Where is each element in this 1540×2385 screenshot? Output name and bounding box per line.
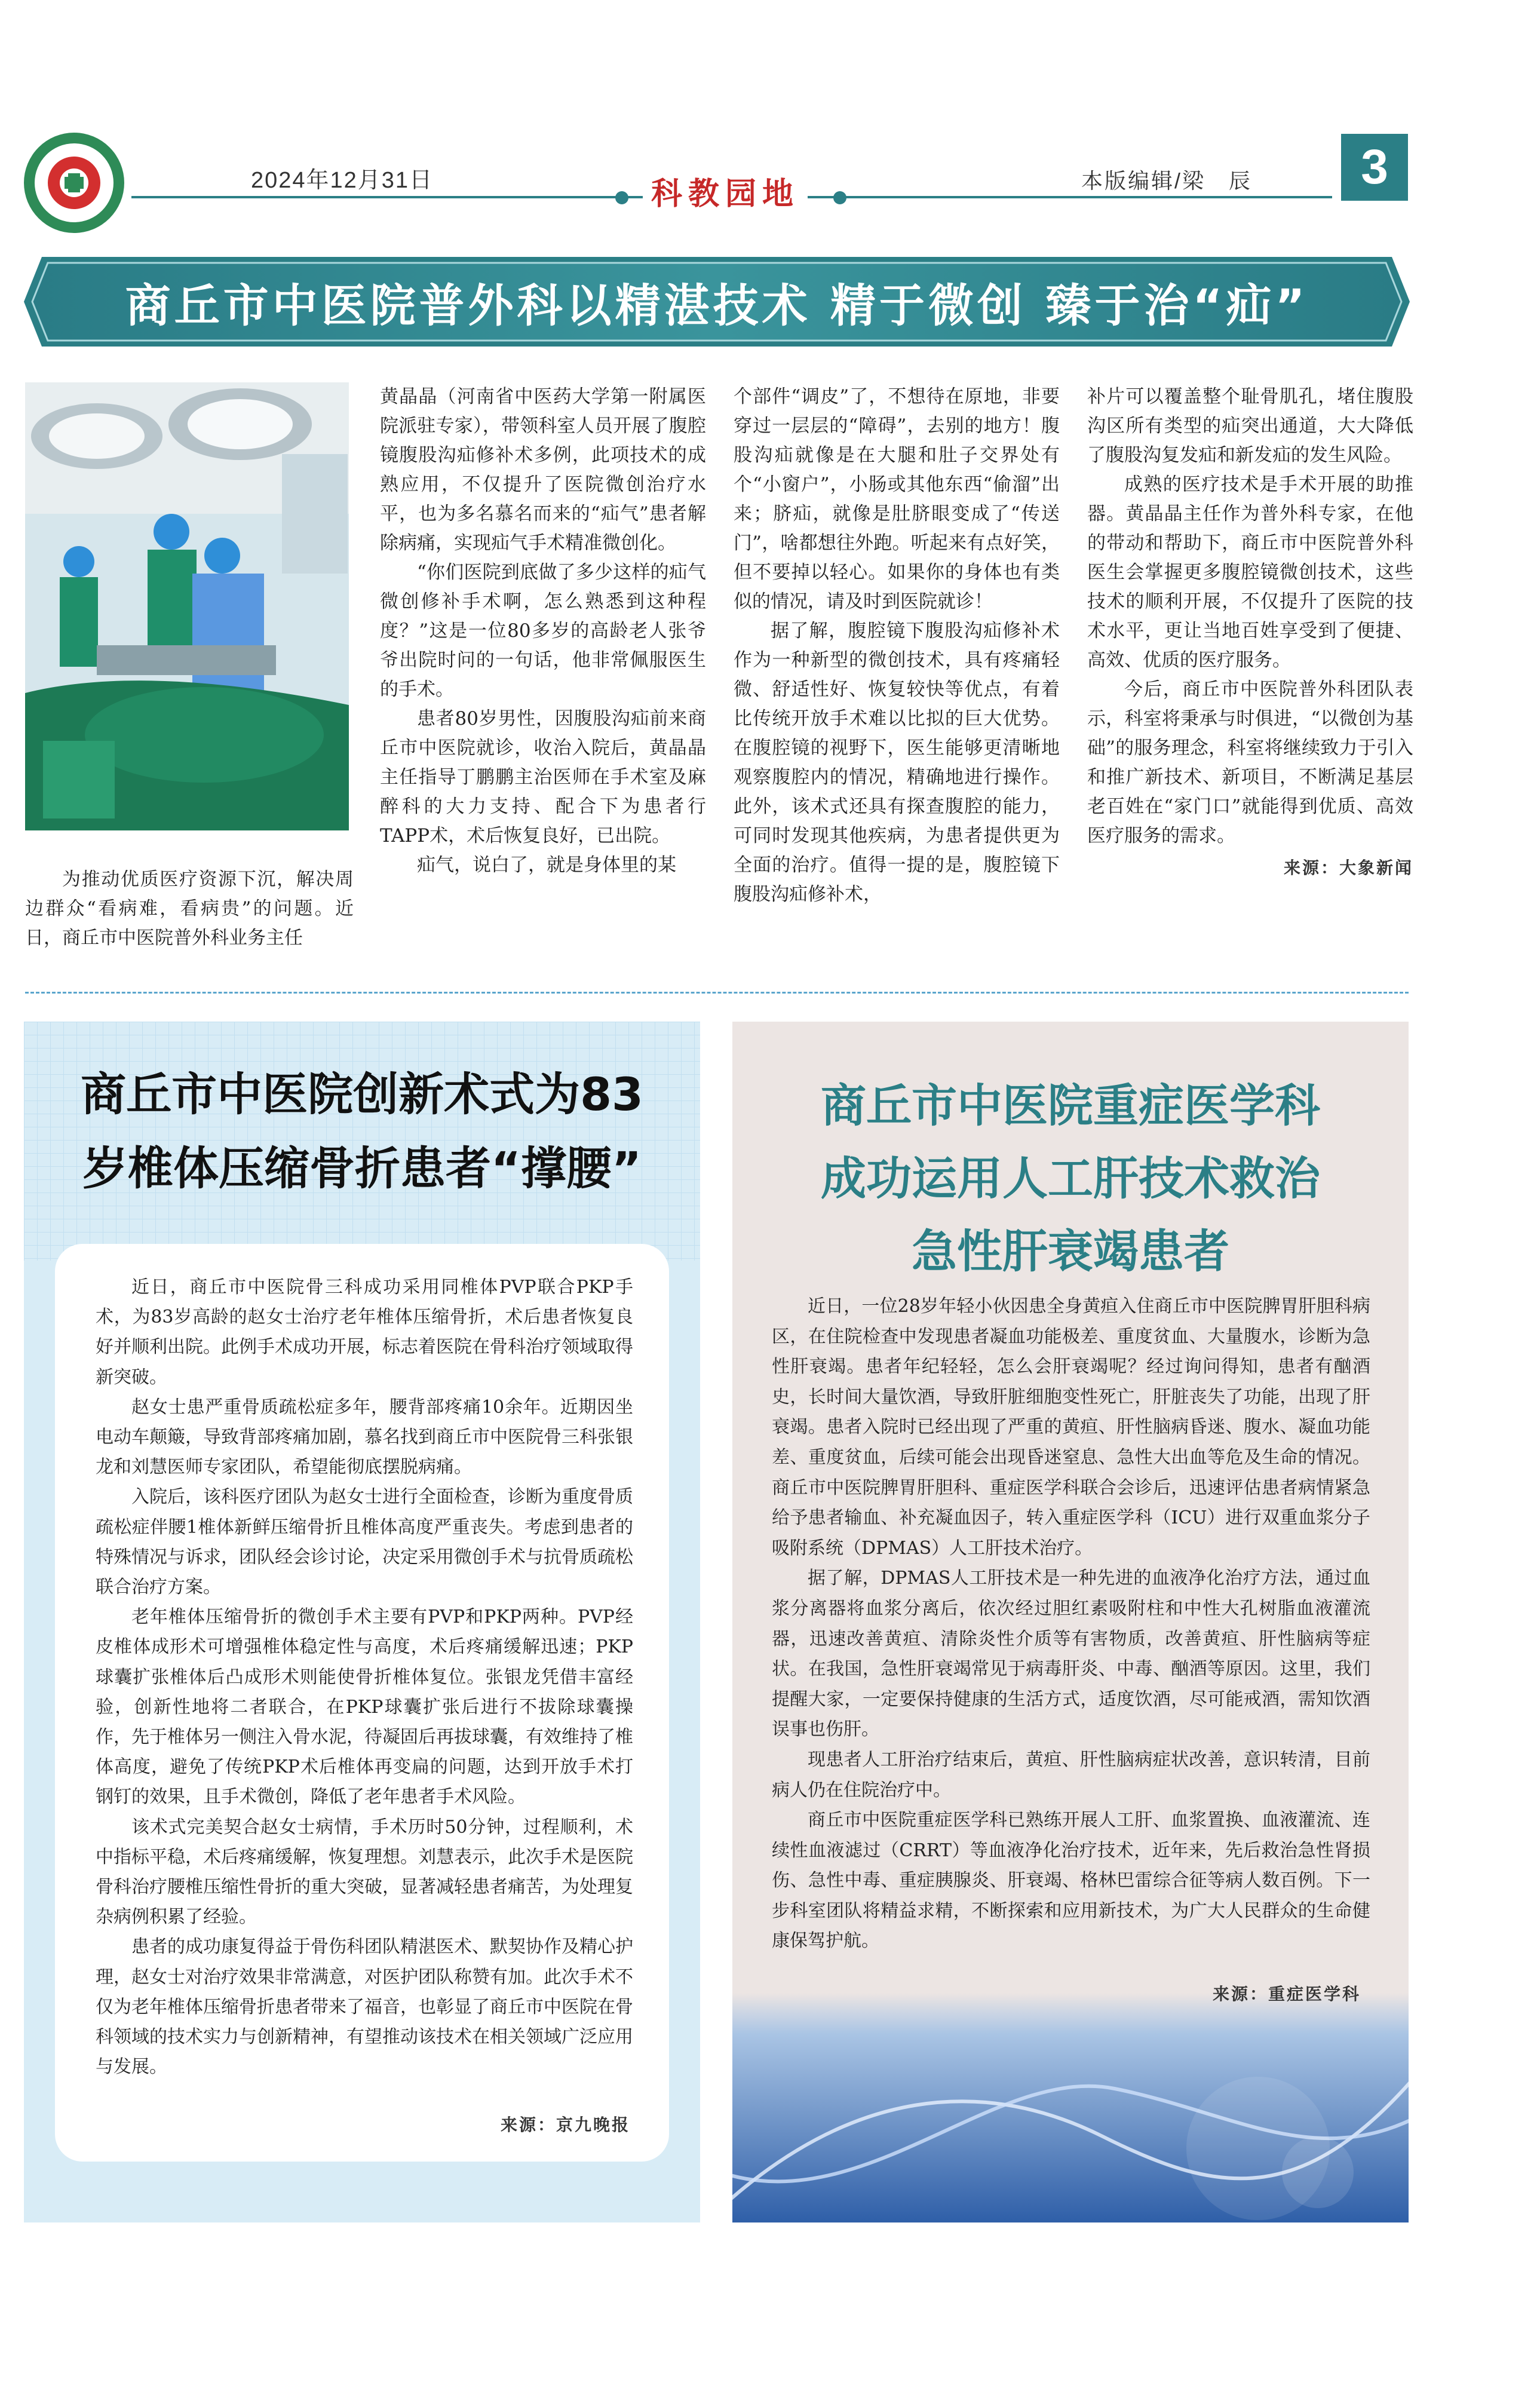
article-paragraph: 据了解，DPMAS人工肝技术是一种先进的血液净化治疗方法，通过血浆分离器将血浆分离后，依次经过胆红素吸附柱和中性大孔树脂血液灌流器，迅速改善黄疸、清除炎性介质等有害物质，改善黄疸、肝性脑病等症状。在我国，急性肝衰竭常见于病毒肝炎、中毒、酗酒等原因。这里，我们提醒大家，一定要保持健康的生活方式，适度饮酒，尽可能戒酒，需知饮酒误事也伤肝。 <box>772 1568 1370 1740</box>
right-title-line-2: 成功运用人工肝技术救治 <box>821 1152 1320 1205</box>
article-paragraph: 商丘市中医院重症医学科已熟练开展人工肝、血浆置换、血液灌流、连续性血液滤过（CRRT）等血液净化治疗技术，近年来，先后救治急性肾损伤、急性中毒、重症胰腺炎、肝衰竭、格林巴雷综合征等病人数百例。下一步科室团队将精益求精，不断探索和应用新技术，为广大人民群众的生命健康保驾护航。 <box>772 1810 1370 1952</box>
right-article-title <box>732 1069 1409 1288</box>
article-paragraph: 该术式完美契合赵女士病情，手术历时50分钟，过程顺利，术中指标平稳，术后疼痛缓解，恢复理想。刘慧表示，此次手术是医院骨科治疗腰椎压缩性骨折的重大突破，显著减轻患者痛苦，为处理复杂病例积累了经验。 <box>96 1816 633 1928</box>
left-article-source: 来源：京九晚报 <box>501 2115 631 2135</box>
right-article-body <box>772 1292 1370 1957</box>
photo-caption <box>25 865 354 953</box>
headline-title: 商丘市中医院普外科以精湛技术 精于微创 臻于治“疝” <box>125 278 1309 332</box>
article-paragraph: 近日，商丘市中医院骨三科成功采用同椎体PVP联合PKP手术，为83岁高龄的赵女士治疗老年椎体压缩骨折，术后患者恢复良好并顺利出院。此例手术成功开展，标志着医院在骨科治疗领域取得新突破。 <box>96 1277 633 1388</box>
article-paragraph: 补片可以覆盖整个耻骨肌孔，堵住腹股沟区所有类型的疝突出通道，大大降低了腹股沟复发疝和新发疝的发生风险。 <box>1087 386 1413 466</box>
article-paragraph: 近日，一位28岁年轻小伙因患全身黄疸入住商丘市中医院脾胃肝胆科病区，在住院检查中发现患者凝血功能极差、重度贫血、大量腹水，诊断为急性肝衰竭。患者年纪轻轻，怎么会肝衰竭呢？经过询问得知，患者有酗酒史，长时间大量饮酒，导致肝脏细胞变性死亡，肝脏丧失了功能，出现了肝衰竭。患者入院时已经出现了严重的黄疸、肝性脑病昏迷、腹水、凝血功能差、重度贫血，后续可能会出现昏迷窒息、急性大出血等危及生命的情况。商丘市中医院脾胃肝胆科、重症医学科联合会诊后，迅速评估患者病情紧急给予患者输血、补充凝血因子，转入重症医学科（ICU）进行双重血浆分子吸附系统（DPMAS）人工肝技术治疗。 <box>772 1296 1370 1559</box>
left-article-title <box>24 1057 700 1206</box>
left-title-line-1: 商丘市中医院创新术式为83 <box>81 1068 643 1121</box>
right-title-line-3: 急性肝衰竭患者 <box>912 1225 1229 1278</box>
article-paragraph: 今后，商丘市中医院普外科团队表示，科室将秉承与时俱进，“以微创为基础”的服务理念，科室将继续致力于引入和推广新技术、新项目，不断满足基层老百姓在“家门口”就能得到优质、高效医疗服务的需求。 <box>1087 679 1413 847</box>
article-paragraph: 成熟的医疗技术是手术开展的助推器。黄晶晶主任作为普外科专家，在他的带动和帮助下，商丘市中医院普外科医生会掌握更多腹腔镜微创技术，这些技术的顺利开展，不仅提升了医院的技术水平，更让当地百姓享受到了便捷、高效、优质的医疗服务。 <box>1087 474 1413 671</box>
header-rule-dot-left <box>615 191 628 204</box>
article-source: 来源：大象新闻 <box>1283 858 1413 878</box>
article-paragraph: 个部件“调皮”了，不想待在原地，非要穿过一层层的“障碍”，去别的地方！腹股沟疝就像是在大腿和肚子交界处有个“小窗户”，小肠或其他东西“偷溜”出来；脐疝，就像是肚脐眼变成了“传送门”，啥都想往外跑。听起来有点好笑，但不要掉以轻心。如果你的身体也有类似的情况，请及时到医院就诊！ <box>734 386 1060 612</box>
intro-paragraph: 为推动优质医疗资源下沉，解决周边群众“看病难，看病贵”的问题。近日，商丘市中医院普外科业务主任 <box>25 869 354 949</box>
article-paragraph: 疝气，说白了，就是身体里的某 <box>417 854 676 876</box>
dna-decoration <box>732 1993 1409 2222</box>
top-article-column-3 <box>1087 382 1413 882</box>
right-title-line-1: 商丘市中医院重症医学科 <box>821 1079 1320 1132</box>
article-paragraph: “你们医院到底做了多少这样的疝气微创修补手术啊，怎么熟悉到这种程度？”这是一位80多岁的高龄老人张爷爷出院时问的一句话，他非常佩服医生的手术。 <box>380 562 706 700</box>
issue-date: 2024年12月31日 <box>251 168 434 193</box>
article-paragraph: 老年椎体压缩骨折的微创手术主要有PVP和PKP两种。PVP经皮椎体成形术可增强椎体稳定性与高度，术后疼痛缓解迅速；PKP球囊扩张椎体后凸成形术则能使骨折椎体复位。张银龙凭借丰富经验，创新性地将二者联合，在PKP球囊扩张后进行不拔除球囊操作，先于椎体另一侧注入骨水泥，待凝固后再拔球囊，有效维持了椎体高度，避免了传统PKP术后椎体再变扁的问题，达到开放手术打钢钉的效果，且手术微创，降低了老年患者手术风险。 <box>96 1607 633 1808</box>
article-paragraph: 现患者人工肝治疗结束后，黄疸、肝性脑病症状改善，意识转清，目前病人仍在住院治疗中。 <box>772 1749 1370 1801</box>
article-paragraph: 黄晶晶（河南省中医药大学第一附属医院派驻专家），带领科室人员开展了腹腔镜腹股沟疝修补术多例，此项技术的成熟应用，不仅提升了医院微创治疗水平，也为多名慕名而来的“疝气”患者解除病痛，实现疝气手术精准微创化。 <box>380 386 706 554</box>
page-number: 3 <box>1341 134 1408 201</box>
article-paragraph: 赵女士患严重骨质疏松症多年，腰背部疼痛10余年。近期因坐电动车颠簸，导致背部疼痛加剧，慕名找到商丘市中医院骨三科张银龙和刘慧医师专家团队，希望能彻底摆脱病痛。 <box>96 1396 633 1478</box>
top-article-column-1 <box>380 382 706 880</box>
article-paragraph: 患者的成功康复得益于骨伤科团队精湛医术、默契协作及精心护理，赵女士对治疗效果非常满意，对医护团队称赞有加。此次手术不仅为老年椎体压缩骨折患者带来了福音，也彰显了商丘市中医院在骨科领域的技术实力与创新精神，有望推动该技术在相关领域广泛应用与发展。 <box>96 1936 633 2078</box>
left-title-line-2: 岁椎体压缩骨折患者“撑腰” <box>82 1142 642 1195</box>
right-article-source: 来源：重症医学科 <box>1213 1984 1361 2004</box>
article-paragraph: 患者80岁男性，因腹股沟疝前来商丘市中医院就诊，收治入院后，黄晶晶主任指导丁鹏鹏主治医师在手术室及麻醉科的大力支持、配合下为患者行TAPP术，术后恢复良好，已出院。 <box>380 708 706 847</box>
hospital-logo-cross-bar <box>65 177 84 189</box>
article-paragraph: 入院后，该科医疗团队为赵女士进行全面检查，诊断为重度骨质疏松症伴腰1椎体新鲜压缩骨折且椎体高度严重丧失。考虑到患者的特殊情况与诉求，团队经会诊讨论，决定采用微创手术与抗骨质疏松联合治疗方案。 <box>96 1486 633 1598</box>
left-article-body <box>96 1273 633 2082</box>
article-paragraph: 据了解，腹腔镜下腹股沟疝修补术作为一种新型的微创技术，具有疼痛轻微、舒适性好、恢复较快等优点，有着比传统开放手术难以比拟的巨大优势。在腹腔镜的视野下，医生能够更清晰地观察腹腔内的情况，精确地进行操作。此外，该术式还具有探查腹腔的能力，可同时发现其他疾病，为患者提供更为全面的治疗。值得一提的是，腹腔镜下腹股沟疝修补术， <box>734 620 1060 905</box>
top-article-column-2 <box>734 382 1060 909</box>
surgery-photo <box>25 382 349 830</box>
section-divider <box>25 992 1409 994</box>
page-editor: 本版编辑/梁 辰 <box>1081 168 1253 193</box>
header-rule-dot-right <box>833 191 846 204</box>
column-name: 科教园地 <box>643 168 808 213</box>
